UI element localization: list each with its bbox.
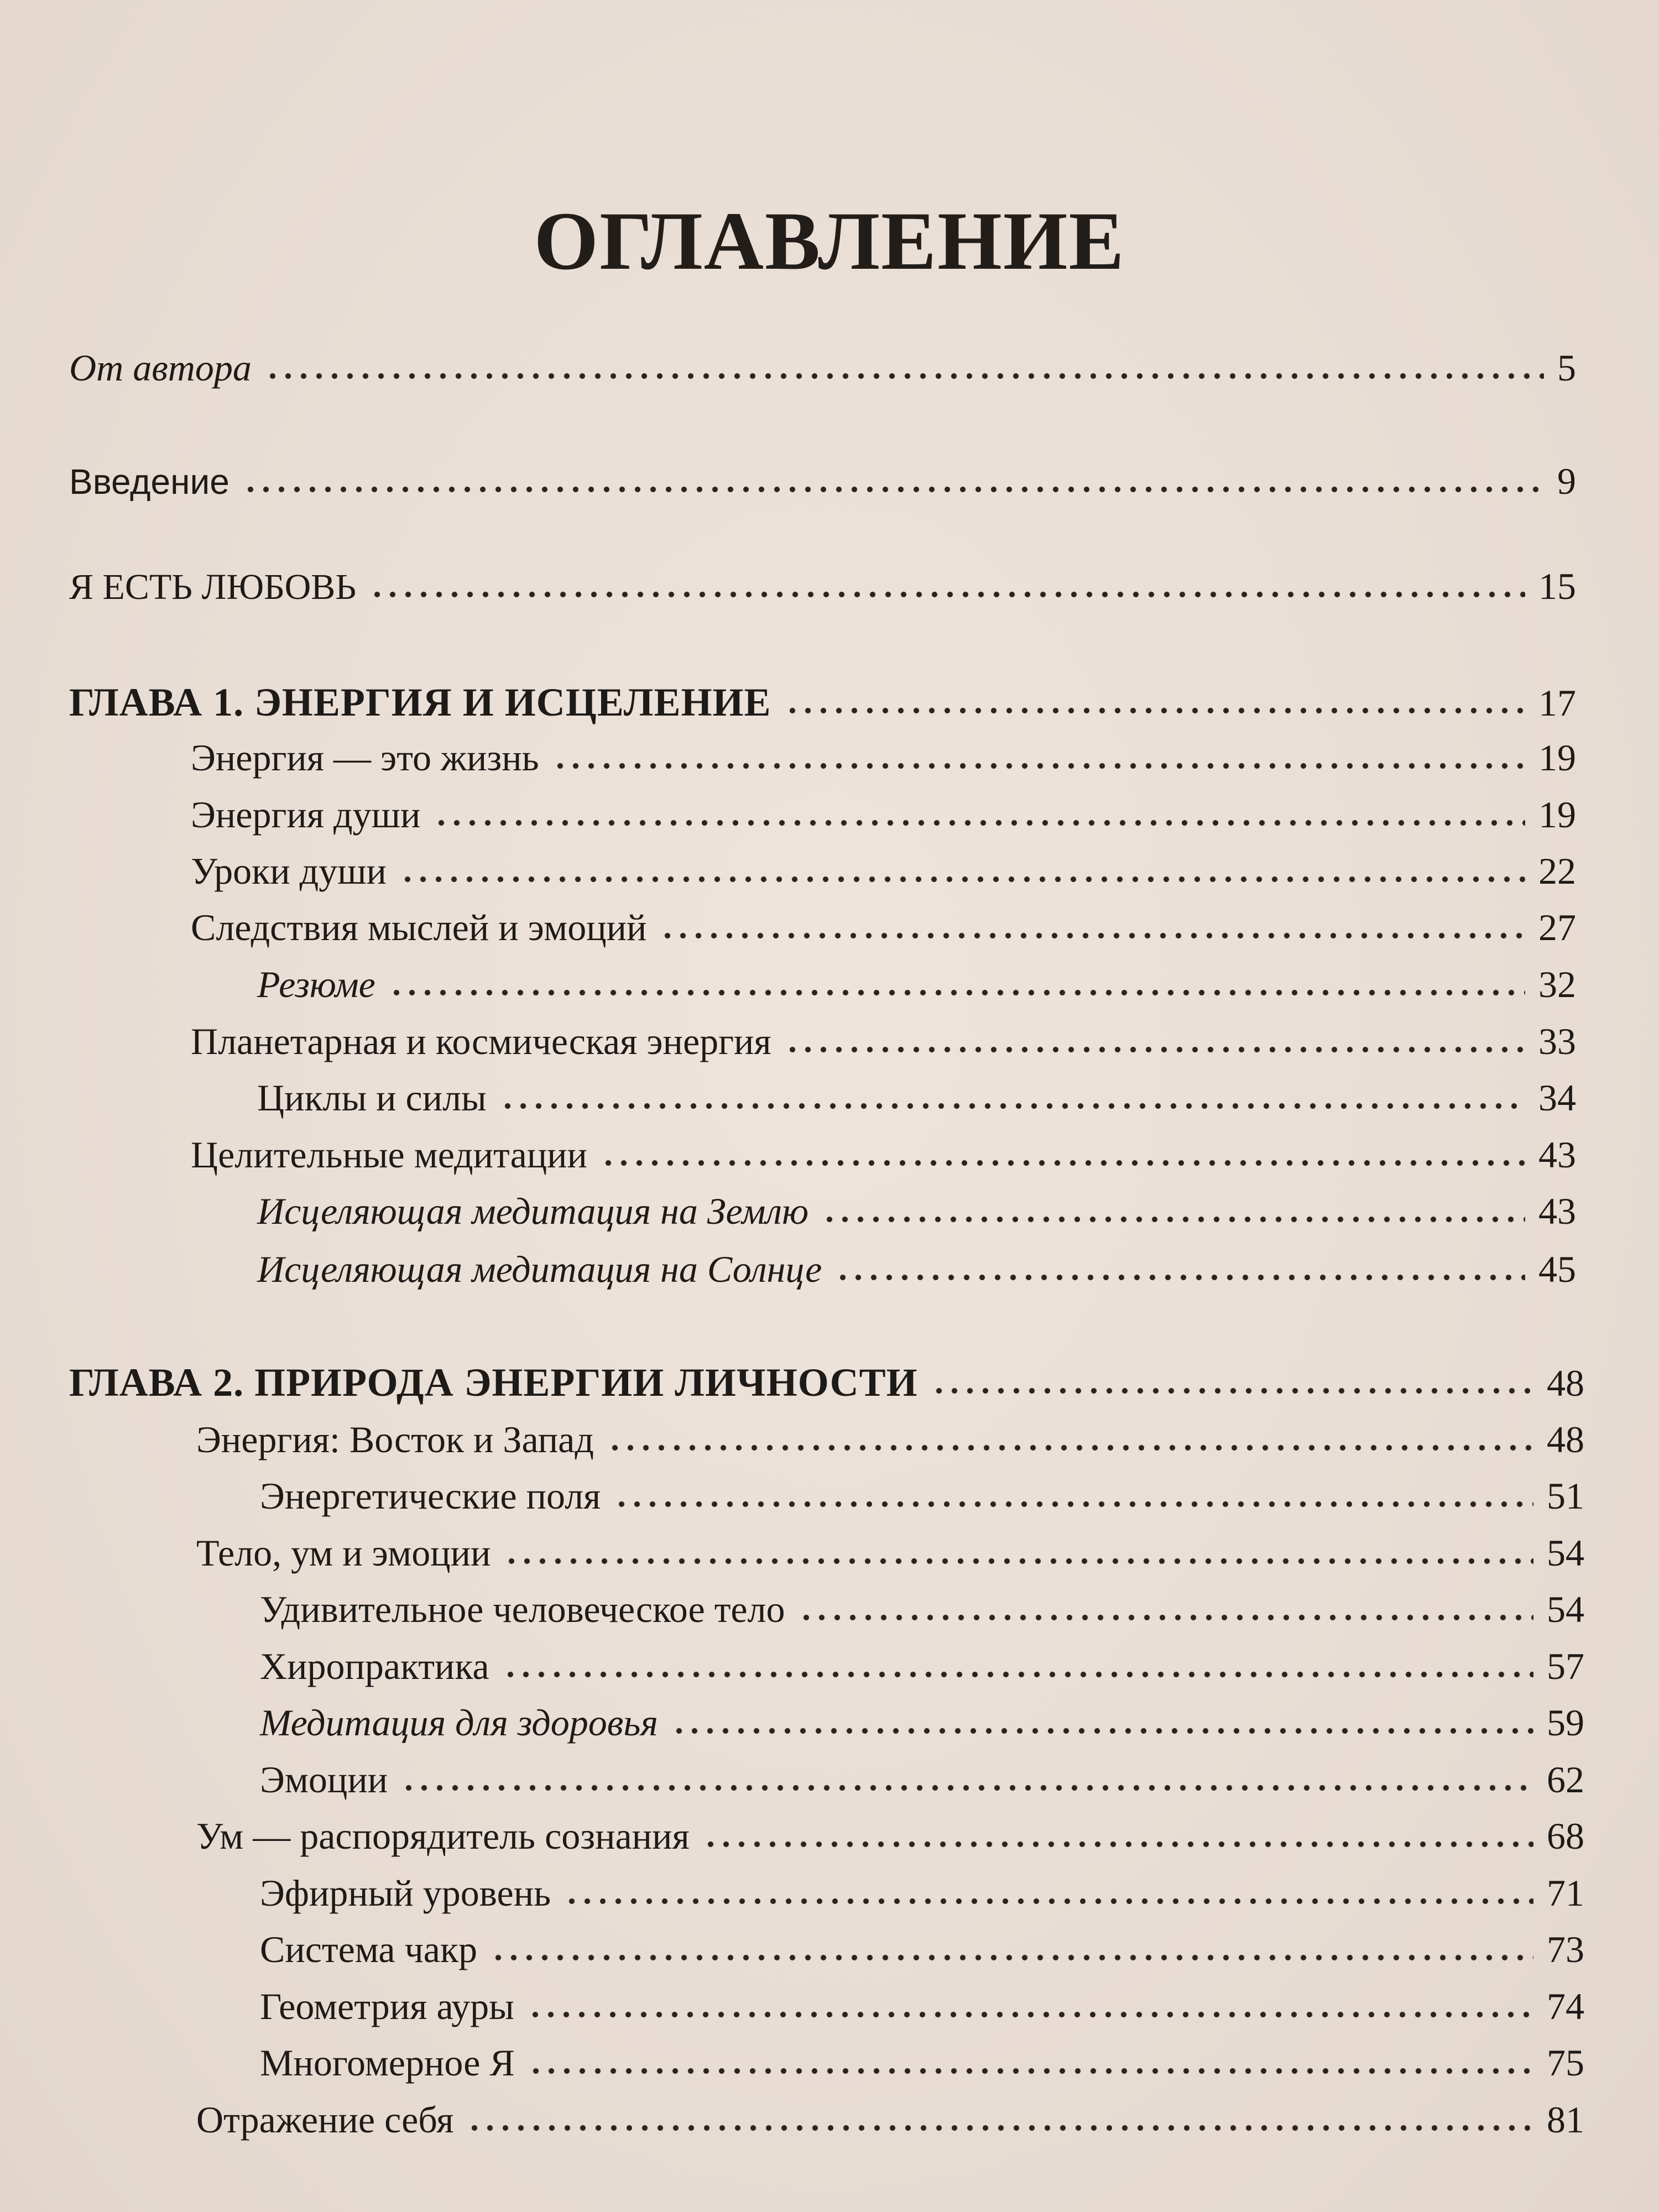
toc-entry-page: 5	[1557, 347, 1576, 389]
toc-entry-label: Система чакр	[260, 1928, 477, 1970]
toc-entry-label: Энергетические поля	[260, 1475, 601, 1517]
dot-leader	[835, 1273, 1525, 1282]
toc-entry[interactable]	[257, 1186, 1576, 1236]
toc-entry-page: 19	[1538, 794, 1576, 836]
toc-entry-page: 17	[1538, 682, 1576, 724]
dot-leader	[660, 931, 1525, 940]
toc-entry[interactable]	[257, 1244, 1576, 1294]
toc-entry-label: Многомерное Я	[260, 2042, 515, 2084]
toc-entry-label: Планетарная и космическая энергия	[191, 1020, 771, 1062]
toc-entry-page: 48	[1547, 1418, 1584, 1460]
toc-entry-page: 75	[1547, 2042, 1584, 2084]
toc-entry[interactable]	[260, 1924, 1584, 1974]
toc-entry-page: 51	[1547, 1475, 1584, 1517]
toc-entry-label: ГЛАВА 1. ЭНЕРГИЯ И ИСЦЕЛЕНИЕ	[69, 680, 771, 724]
toc-entry-label: Хиропрактика	[260, 1645, 489, 1687]
dot-leader	[785, 1045, 1525, 1054]
toc-entry-page: 19	[1538, 737, 1576, 779]
dot-leader	[504, 1557, 1533, 1566]
toc-entry[interactable]	[191, 790, 1576, 839]
toc-entry-page: 9	[1557, 460, 1576, 502]
dot-leader	[799, 1613, 1533, 1622]
toc-entry-label: Энергия: Восток и Запад	[196, 1418, 594, 1460]
toc-entry-page: 34	[1538, 1077, 1576, 1119]
dot-leader	[400, 875, 1525, 884]
toc-entry-i-am-love[interactable]	[69, 561, 1576, 611]
dot-leader	[491, 1953, 1533, 1962]
toc-entry-label: Исцеляющая медитация на Землю	[257, 1190, 809, 1232]
toc-entry-label: Введение	[69, 462, 229, 502]
toc-entry-page: 33	[1538, 1020, 1576, 1062]
toc-entry-page: 68	[1547, 1815, 1584, 1857]
toc-entry-chapter-1[interactable]	[69, 677, 1576, 727]
dot-leader	[931, 1386, 1533, 1395]
toc-entry[interactable]	[196, 2095, 1584, 2145]
toc-entry-label: Эфирный уровень	[260, 1872, 551, 1914]
dot-leader	[564, 1897, 1533, 1906]
toc-entry[interactable]	[260, 1698, 1584, 1747]
toc-entry[interactable]	[260, 2038, 1584, 2088]
toc-entry-page: 62	[1547, 1759, 1584, 1801]
toc-entry-page: 43	[1538, 1134, 1576, 1176]
toc-entry-page: 74	[1547, 1985, 1584, 2027]
toc-entry-label: Исцеляющая медитация на Солнце	[257, 1248, 822, 1290]
toc-entry-label: Энергия — это жизнь	[191, 737, 539, 779]
toc-entry[interactable]	[191, 902, 1576, 952]
toc-entry-label: Геометрия ауры	[260, 1985, 514, 2027]
toc-entry-page: 71	[1547, 1872, 1584, 1914]
dot-leader	[703, 1840, 1533, 1849]
toc-entry-page: 27	[1538, 906, 1576, 948]
dot-leader	[467, 2124, 1533, 2132]
toc-entry-page: 73	[1547, 1928, 1584, 1970]
toc-entry-label: Ум — распорядитель сознания	[196, 1815, 690, 1857]
dot-leader	[822, 1215, 1525, 1224]
toc-entry[interactable]	[260, 1755, 1584, 1804]
toc-entry-label: Медитация для здоровья	[260, 1702, 658, 1744]
dot-leader	[265, 372, 1544, 380]
toc-entry-from-author[interactable]	[69, 343, 1576, 393]
dot-leader	[671, 1726, 1533, 1735]
toc-entry-page: 57	[1547, 1645, 1584, 1687]
toc-entry-label: Резюме	[257, 963, 375, 1005]
dot-leader	[500, 1102, 1525, 1110]
toc-entry-label: Следствия мыслей и эмоций	[191, 906, 647, 948]
dot-leader	[601, 1159, 1525, 1167]
toc-entry-introduction[interactable]	[69, 456, 1576, 506]
toc-entry-page: 15	[1538, 565, 1576, 607]
dot-leader	[503, 1670, 1533, 1679]
toc-entry-page: 22	[1538, 850, 1576, 892]
toc-entry-chapter-2[interactable]	[69, 1358, 1584, 1407]
toc-entry-label: Удивительное человеческое тело	[260, 1588, 785, 1630]
dot-leader	[369, 590, 1525, 599]
toc-entry-page: 81	[1547, 2099, 1584, 2141]
dot-leader	[552, 761, 1525, 770]
toc-entry[interactable]	[260, 1584, 1584, 1634]
toc-entry-page: 45	[1538, 1248, 1576, 1290]
dot-leader	[785, 706, 1525, 715]
toc-entry-label: Я ЕСТЬ ЛЮБОВЬ	[69, 567, 357, 607]
dot-leader	[614, 1500, 1533, 1509]
toc-entry-page: 54	[1547, 1588, 1584, 1630]
toc-entry-page: 32	[1538, 963, 1576, 1005]
toc-entry[interactable]	[191, 846, 1576, 896]
dot-leader	[243, 485, 1544, 494]
toc-entry-label: Целительные медитации	[191, 1134, 587, 1176]
toc-entry[interactable]	[260, 1641, 1584, 1691]
toc-entry-label: Эмоции	[260, 1759, 388, 1801]
toc-entry[interactable]	[260, 1868, 1584, 1918]
toc-entry-page: 54	[1547, 1532, 1584, 1574]
toc-entry-label: Циклы и силы	[257, 1077, 487, 1119]
toc-entry[interactable]	[196, 1811, 1584, 1861]
dot-leader	[389, 988, 1525, 997]
dot-leader	[434, 818, 1525, 827]
toc-entry[interactable]	[260, 1981, 1584, 2031]
dot-leader	[528, 2067, 1533, 2075]
dot-leader	[528, 2010, 1533, 2019]
toc-entry-label: Уроки души	[191, 850, 387, 892]
toc-entry-page: 48	[1547, 1362, 1584, 1404]
toc-entry[interactable]	[191, 733, 1576, 782]
page-title: ОГЛАВЛЕНИЕ	[534, 195, 1125, 287]
dot-leader	[401, 1783, 1533, 1792]
dot-leader	[607, 1443, 1533, 1452]
toc-entry[interactable]	[257, 959, 1576, 1009]
toc-entry[interactable]	[191, 1130, 1576, 1180]
toc-entry-label: От автора	[69, 347, 252, 389]
toc-entry-label: Тело, ум и эмоции	[196, 1532, 491, 1574]
toc-entry-page: 43	[1538, 1190, 1576, 1232]
toc-entry-page: 59	[1547, 1702, 1584, 1744]
toc-entry[interactable]	[191, 1016, 1576, 1066]
toc-entry-label: ГЛАВА 2. ПРИРОДА ЭНЕРГИИ ЛИЧНОСТИ	[69, 1360, 918, 1405]
toc-entry[interactable]	[257, 1073, 1576, 1123]
toc-entry[interactable]	[196, 1528, 1584, 1578]
toc-entry-label: Энергия души	[191, 794, 421, 836]
toc-entry-label: Отражение себя	[196, 2099, 454, 2141]
toc-entry[interactable]	[196, 1415, 1584, 1464]
toc-entry[interactable]	[260, 1471, 1584, 1521]
